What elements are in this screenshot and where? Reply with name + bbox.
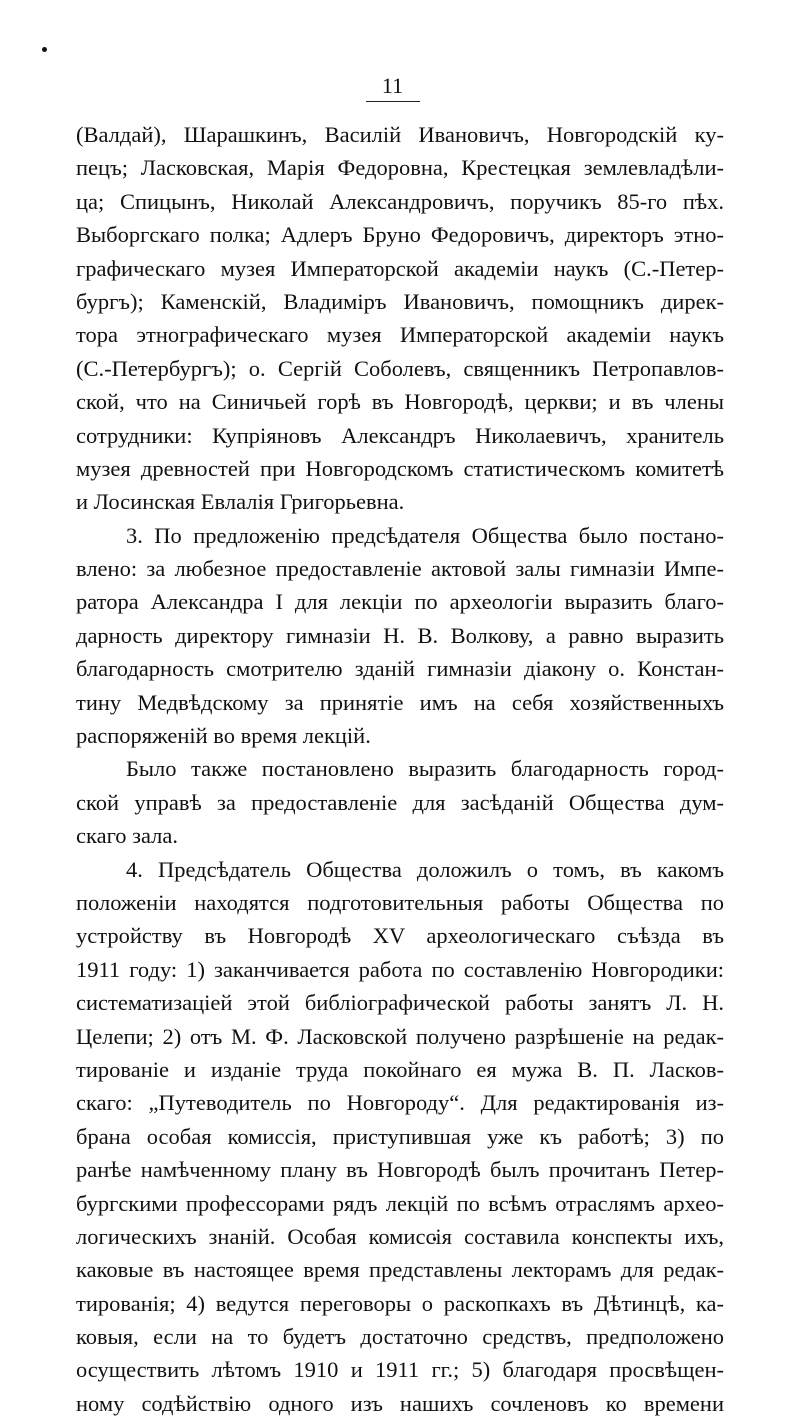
text-line: бургъ); Каменскій, Владиміръ Ивановичъ, помощникъ дирек- [76,288,724,314]
text-line: ской управѣ за предоставленіе для засѣданій Общества дум- [76,789,724,815]
text-line: ранѣе намѣченному плану въ Новгородѣ былъ прочитанъ Петер- [76,1157,724,1183]
text-line: сотрудники: Купріяновъ Александръ Николаевичъ, хранитель [76,422,724,448]
text-line: скаго: „Путеводитель по Новгороду“. Для редактированія из- [76,1090,724,1116]
text-line: и Лосинская Евлалія Григорьевна. [76,489,405,515]
text-line: тированіе и изданіе труда покойнаго ея мужа В. П. Ласков- [76,1056,724,1082]
text-line: тированія; 4) ведутся переговоры о раскопкахъ въ Дѣтинцѣ, ка- [76,1290,724,1316]
text-line: ному содѣйствію одного изъ нашихъ сочленовъ ко времени [76,1390,724,1416]
text-line: музея древностей при Новгородскомъ статистическомъ комитетѣ [76,455,724,481]
text-line: ца; Спицынъ, Николай Александровичъ, поручикъ 85-го пѣх. [76,188,724,214]
page-number-rule [366,101,420,102]
text-line: тора этнографическаго музея Императорской академіи наукъ [76,322,724,348]
text-line: влено: за любезное предоставленіе актовой залы гимназіи Импе- [76,556,724,582]
text-line: (Валдай), Шарашкинъ, Василій Ивановичъ, Новгородскій ку- [76,122,724,147]
text-line: брана особая комиссія, приступившая уже къ работѣ; 3) по [76,1123,724,1149]
page-number: 11 [381,73,404,98]
text-line: устройству въ Новгородѣ XV археологическаго съѣзда въ [76,923,724,949]
text-line: ратора Александра I для лекціи по археологіи выразить благо- [76,589,724,615]
text-line: Выборгскаго полка; Адлеръ Бруно Федоровичъ, директоръ этно- [76,222,724,248]
text-line: ковыя, если на то будетъ достаточно средствъ, предположено [76,1324,724,1350]
text-line: скаго зала. [76,823,179,849]
text-line: логическихъ знаній. Особая комиссія составила конспекты ихъ, [76,1223,724,1249]
text-line: систематизаціей этой библіографической работы занятъ Л. Н. [76,990,724,1016]
text-line: пецъ; Ласковская, Марія Федоровна, Крестецкая землевладѣли- [76,155,724,181]
text-line: 3. По предложенію предсѣдателя Общества было постано- [126,522,724,548]
text-line: тину Медвѣдскому за принятіе имъ на себя хозяйственныхъ [76,689,724,715]
text-line: осуществить лѣтомъ 1910 и 1911 гг.; 5) благодаря просвѣщен- [76,1357,724,1383]
text-line: бургскими профессорами рядъ лекцій по всѣмъ отраслямъ археo- [76,1190,724,1216]
text-line: ской, что на Синичьей горѣ въ Новгородѣ, церкви; и въ члены [76,389,724,415]
text-line: каковые въ настоящее время представлены лекторамъ для редак- [76,1257,724,1283]
scan-speck [42,47,47,52]
text-line: 1911 году: 1) заканчивается работа по составленію Новгородики: [76,956,724,982]
body-text [76,118,724,1420]
text-line: распоряженій во время лекцій. [76,723,371,749]
text-line: Целепи; 2) отъ М. Ф. Ласковской получено разрѣшеніе на редак- [76,1023,724,1049]
text-line: (С.-Петербургъ); о. Сергій Соболевъ, священникъ Петропавлов- [76,355,724,381]
text-line: благодарность смотрителю зданій гимназіи діакону о. Констан- [76,656,724,682]
text-line: положеніи находятся подготовительныя работы Общества по [76,889,724,915]
text-line: дарность директору гимназіи Н. В. Волкову, а равно выразить [76,622,724,648]
text-line: Было также постановлено выразить благодарность город- [126,756,724,782]
text-line: 4. Предсѣдатель Общества доложилъ о томъ, въ какомъ [126,856,724,882]
text-line: графическаго музея Императорской академіи наукъ (С.-Петер- [76,255,724,281]
